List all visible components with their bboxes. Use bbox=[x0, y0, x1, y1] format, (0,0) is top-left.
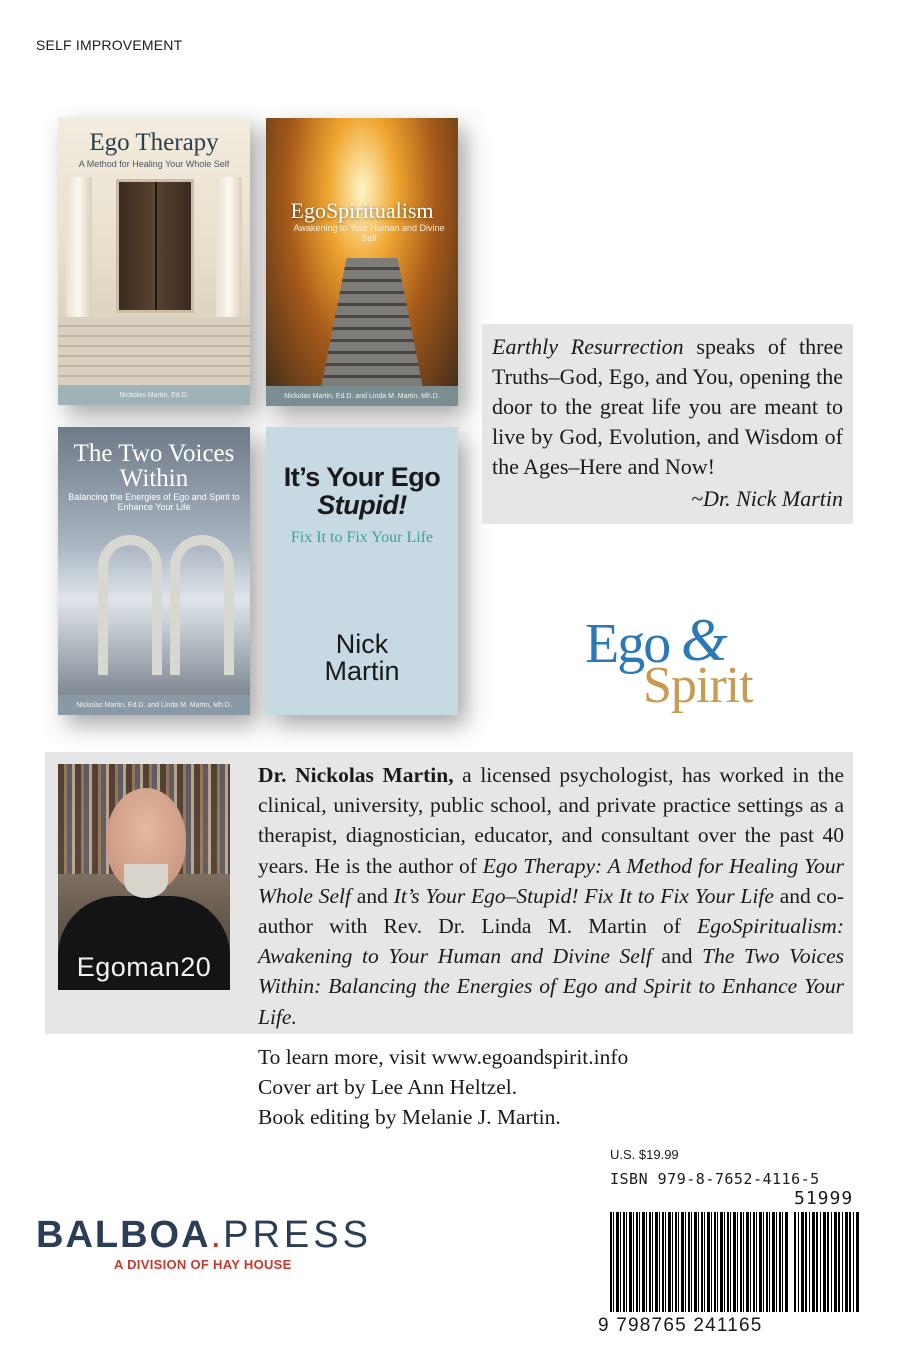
book-author: Nickolas Martin, Ed.D. and Linda M. Martin, Mh.D. bbox=[58, 695, 250, 715]
category-label: SELF IMPROVEMENT bbox=[36, 37, 183, 53]
barcode-addon-bars bbox=[794, 1212, 860, 1312]
publisher-name bbox=[36, 1214, 372, 1257]
book-title: EgoSpiritualism bbox=[290, 198, 434, 223]
book-title: The Two Voices Within bbox=[73, 440, 235, 492]
book-subtitle: Awakening to Your Human and Divine Self bbox=[293, 223, 445, 243]
book-cover-two-voices-within bbox=[58, 427, 250, 715]
bio-book-title: It’s Your Ego–Stupid! Fix It to Fix Your Life bbox=[393, 883, 774, 908]
book-subtitle: A Method for Healing Your Whole Self bbox=[78, 159, 230, 169]
bio-name: Dr. Nickolas Martin, bbox=[258, 763, 454, 787]
author-beard bbox=[124, 864, 168, 898]
bio-text: and bbox=[350, 883, 394, 908]
cover-art-credit: Cover art by Lee Ann Heltzel. bbox=[258, 1075, 518, 1099]
quote-book-title: Earthly Resurrection bbox=[492, 334, 684, 359]
book-subtitle: Fix It to Fix Your Life bbox=[290, 529, 434, 546]
book-author-line2: Martin bbox=[324, 656, 400, 686]
publisher-tagline: A DIVISION OF HAY HOUSE bbox=[114, 1257, 292, 1272]
isbn-label: ISBN 979-8-7652-4116-5 bbox=[610, 1170, 820, 1188]
credits bbox=[258, 1042, 628, 1132]
website-line: To learn more, visit www.egoandspirit.info bbox=[258, 1045, 629, 1069]
author-photo bbox=[58, 764, 230, 990]
bio-book-title: The Two Voices Within: Balancing the Energies of Ego and Spirit to Enhance Your Life. bbox=[258, 944, 844, 1029]
quote-body: speaks of three Truths–God, Ego, and You, opening the door to the great life you are meant to live by God, Evolution, and Wisdom of the Ages–Here and Now! bbox=[492, 334, 843, 479]
book-title: Ego Therapy bbox=[89, 129, 219, 156]
barcode-addon-number: 51999 bbox=[794, 1188, 854, 1209]
editing-credit: Book editing by Melanie J. Martin. bbox=[258, 1105, 561, 1129]
author-bio bbox=[258, 760, 844, 1032]
door-image bbox=[116, 179, 194, 313]
quote-panel bbox=[482, 324, 853, 524]
price-label: U.S. $19.99 bbox=[610, 1147, 679, 1162]
publisher-dot: . bbox=[210, 1214, 224, 1256]
logo-ampersand: & bbox=[681, 607, 728, 673]
ego-and-spirit-logo bbox=[585, 607, 785, 732]
stairs-image bbox=[58, 317, 250, 387]
quote-signature: ~Dr. Nick Martin bbox=[691, 486, 843, 511]
barcode-number: 9 798765 241165 bbox=[598, 1315, 763, 1336]
quote-text bbox=[492, 332, 843, 482]
bio-book-title: EgoSpiritualism: Awakening to Your Human and Divine Self bbox=[258, 914, 844, 969]
bio-text: a licensed psychologist, has worked in the clinical, university, public school, and private practice settings as a therapist, diagnostician, educator, and consultant over the past 40 years. He is the author of bbox=[258, 763, 844, 878]
book-subtitle: Balancing the Energies of Ego and Spirit to Enhance Your Life bbox=[68, 492, 240, 512]
publisher-name-light: PRESS bbox=[223, 1214, 372, 1256]
book-author-line1: Nick bbox=[335, 629, 389, 659]
bio-text: and co-author with Rev. Dr. Linda M. Martin of bbox=[258, 883, 845, 939]
bio-book-title: Ego Therapy: A Method for Healing Your Whole Self bbox=[258, 853, 844, 908]
arch-image bbox=[98, 535, 162, 675]
publisher-logo bbox=[36, 1214, 372, 1272]
book-title bbox=[266, 463, 458, 520]
book-title-line2: Stupid! bbox=[317, 490, 407, 521]
book-cover-its-your-ego-stupid bbox=[266, 427, 458, 715]
book-cover-ego-therapy bbox=[58, 117, 250, 405]
publisher-name-bold: BALBOA bbox=[36, 1214, 211, 1256]
book-cover-egospiritualism bbox=[266, 118, 458, 406]
book-author: Nickolas Martin, Ed.D. bbox=[58, 385, 250, 405]
barcode bbox=[598, 1188, 863, 1338]
logo-word-spirit: Spirit bbox=[643, 657, 753, 714]
shirt-text: Egoman20 bbox=[76, 952, 212, 982]
book-author bbox=[266, 631, 458, 685]
book-title-line1: It’s Your Ego bbox=[283, 462, 441, 492]
book-author: Nickolas Martin, Ed.D. and Linda M. Martin, Mh.D. bbox=[266, 386, 458, 406]
stairs-image bbox=[321, 258, 423, 388]
arch-image bbox=[170, 535, 234, 675]
bio-text: and bbox=[651, 944, 703, 969]
logo-word-ego: Ego bbox=[585, 613, 670, 675]
barcode-bars bbox=[610, 1212, 788, 1312]
